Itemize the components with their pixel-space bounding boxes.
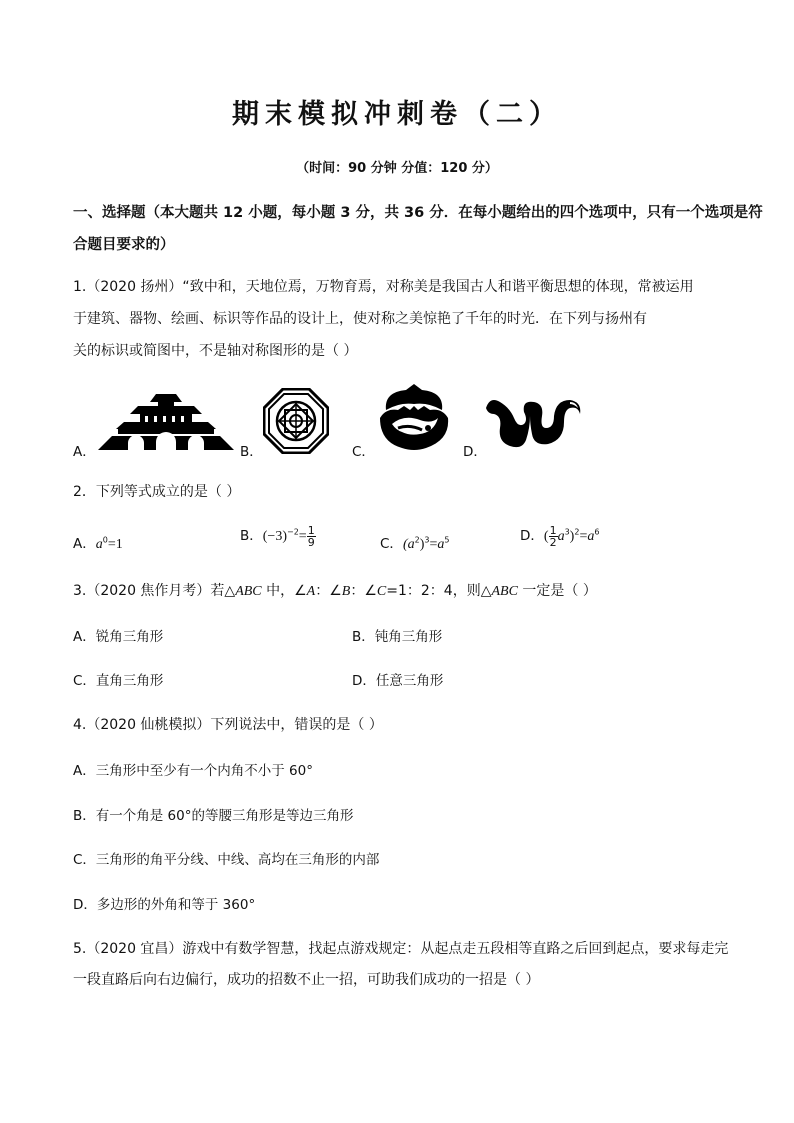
option-label: D． — [520, 528, 544, 544]
page-title: 期末模拟冲刺卷（二） — [232, 99, 562, 130]
fraction — [549, 525, 558, 548]
denominator: 9 — [307, 535, 315, 549]
pavilion-figure — [98, 392, 234, 450]
option-label: A． — [73, 536, 96, 552]
exponent: 0 — [102, 535, 108, 545]
q3-option-d: D．任意三角形 — [352, 673, 444, 689]
triangle-name: ABC — [235, 584, 262, 599]
q2-stem: 2．下列等式成立的是（ ） — [73, 484, 241, 500]
q2-option-c — [380, 532, 449, 553]
denominator: 2 — [549, 535, 557, 549]
option-label: C． — [380, 536, 403, 552]
q3-stem — [73, 580, 597, 600]
exponent: −2 — [287, 527, 299, 537]
q1-stem-line1: 1.（2020 扬州）“致中和，天地位焉，万物育焉，对称美是我国古人和谐平衡思想的体现，常被运用 — [73, 279, 694, 295]
numerator: 1 — [549, 523, 557, 537]
equals-sign: = — [429, 537, 438, 552]
q3-option-c: C．直角三角形 — [73, 673, 164, 689]
exam-info: （时间：90 分钟 分值：120 分） — [296, 161, 498, 176]
wave-figure — [484, 394, 584, 452]
q3-stem-c: =1：2：4，则△ — [386, 583, 492, 599]
section-heading: 一、选择题（本大题共 12 小题，每小题 3 分，共 36 分．在每小题给出的四个选项中，只有一个选项是符 — [73, 205, 763, 221]
equation-rhs: =1 — [107, 537, 123, 552]
angle-c: C — [376, 584, 387, 599]
q1-option-c-label: C． — [352, 444, 375, 460]
fraction — [307, 525, 316, 548]
equals-sign: = — [579, 529, 588, 544]
q3-stem-b: 中，∠ — [261, 583, 307, 599]
q5-stem-line2: 一段直路后向右边偏行，成功的招数不止一招，可助我们成功的一招是（ ） — [73, 972, 540, 988]
angle-b: B — [341, 584, 351, 599]
equation-rhs: a — [437, 537, 445, 552]
q3-option-b: B．钝角三角形 — [352, 629, 443, 645]
outer-exponent: 2 — [574, 527, 580, 537]
close-paren: ) — [419, 537, 425, 552]
ratio-sep: ：∠ — [315, 583, 342, 599]
q4-stem: 4.（2020 仙桃模拟）下列说法中，错误的是（ ） — [73, 717, 383, 733]
q4-option-c: C．三角形的角平分线、中线、高均在三角形的内部 — [73, 852, 380, 868]
emblem-figure — [376, 384, 452, 454]
equation-lhs: (−3) — [262, 529, 287, 544]
angle-a: A — [306, 584, 316, 599]
inner-exponent: 2 — [414, 535, 420, 545]
outer-exponent: 3 — [424, 535, 430, 545]
q1-option-b-label: B． — [240, 444, 263, 460]
equation-lhs: (a — [402, 537, 415, 552]
ratio-sep: ：∠ — [350, 583, 377, 599]
open-paren: ( — [543, 529, 549, 544]
q3-stem-a: 3.（2020 焦作月考）若△ — [73, 583, 236, 599]
q3-option-a: A．锐角三角形 — [73, 629, 164, 645]
q1-stem-line2: 于建筑、器物、绘画、标识等作品的设计上，使对称之美惊艳了千年的时光．在下列与扬州有 — [73, 311, 647, 327]
q2-option-b — [240, 524, 316, 548]
section-heading-cont: 合题目要求的） — [73, 237, 175, 253]
q4-option-a: A．三角形中至少有一个内角不小于 60° — [73, 763, 313, 779]
q4-option-d: D．多边形的外角和等于 360° — [73, 897, 256, 913]
inner-exponent: 3 — [564, 527, 570, 537]
equation-rhs: a — [587, 529, 595, 544]
q1-option-a-label: A． — [73, 444, 96, 460]
base-var: a — [95, 537, 103, 552]
option-label: B． — [240, 528, 263, 544]
q2-option-a — [73, 532, 123, 553]
mid-var: a — [557, 529, 565, 544]
q1-option-d-label: D． — [463, 444, 487, 460]
equals-sign: = — [298, 529, 307, 544]
close-paren: ) — [569, 529, 575, 544]
rhs-exponent: 6 — [594, 527, 600, 537]
triangle-name: ABC — [491, 584, 518, 599]
q4-option-b: B．有一个角是 60°的等腰三角形是等边三角形 — [73, 808, 354, 824]
q3-stem-d: 一定是（ ） — [517, 583, 597, 599]
numerator: 1 — [307, 523, 315, 537]
window-figure — [263, 388, 329, 454]
rhs-exponent: 5 — [444, 535, 450, 545]
q2-option-d — [520, 524, 599, 548]
q5-stem-line1: 5.（2020 宜昌）游戏中有数学智慧，找起点游戏规定：从起点走五段相等直路之后回到起点，要求每走完 — [73, 941, 729, 957]
q1-stem-line3: 关的标识或简图中，不是轴对称图形的是（ ） — [73, 343, 358, 359]
